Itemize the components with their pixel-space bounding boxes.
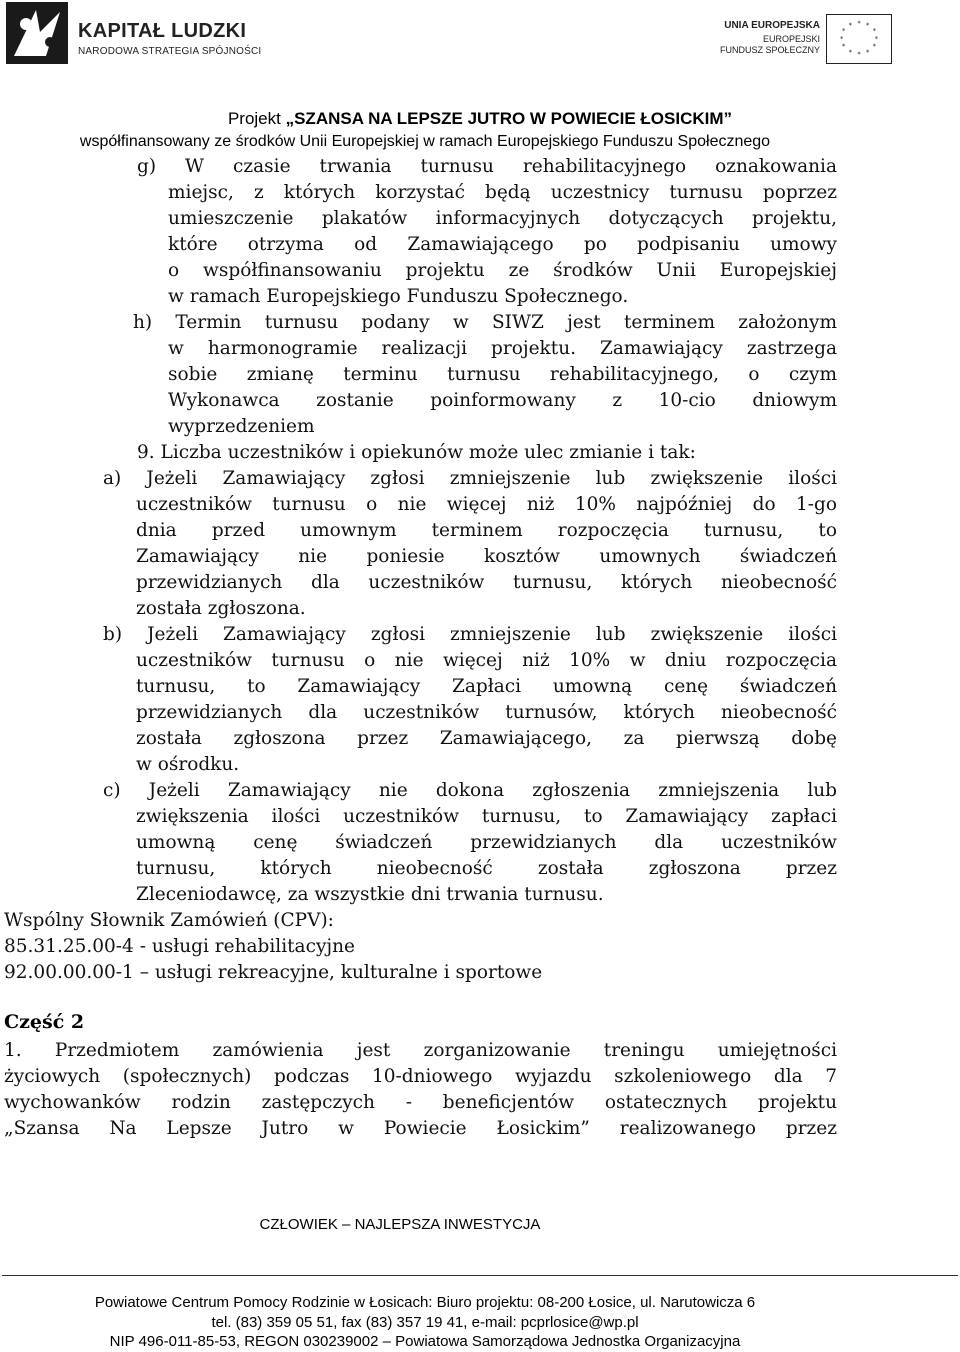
text-line: w harmonogramie realizacji projektu. Zamawiający zastrzega (168, 338, 837, 359)
footer-motto: CZŁOWIEK – NAJLEPSZA INWESTYCJA (259, 1216, 541, 1233)
text-line: Zleceniodawcę, za wszystkie dni trwania turnusu. (136, 884, 604, 905)
cofinance-note: współfinansowany ze środków Unii Europejskiej w ramach Europejskiego Funduszu Społecznego (79, 133, 771, 150)
project-name: „SZANSA NA LEPSZE JUTRO W POWIECIE ŁOSICKIM” (285, 109, 733, 128)
project-title (0, 109, 960, 129)
text-line: Wykonawca zostanie poinformowany z 10-cio dniowym (168, 390, 837, 411)
footer-contact: tel. (83) 359 05 51, fax (83) 357 19 41, e-mail: pcprlosice@wp.pl (211, 1314, 639, 1331)
text-line: uczestników turnusu o nie więcej niż 10% najpóźniej do 1-go (136, 494, 837, 515)
cpv-code: 92.00.00.00-1 – usługi rekreacyjne, kulturalne i sportowe (4, 962, 543, 983)
svg-text:*: * (840, 34, 844, 43)
text-line: zwiększenia ilości uczestników turnusu, to Zamawiający zapłaci (136, 806, 837, 827)
eu-logo-line3: FUNDUSZ SPOŁECZNY (719, 45, 820, 55)
text-line: została zgłoszona przez Zamawiającego, za pierwszą dobę (136, 728, 837, 749)
eu-flag-icon (826, 14, 892, 64)
text-line: o współfinansowaniu projektu ze środków Unii Europejskiej (168, 260, 837, 281)
cpv-code: 85.31.25.00-4 - usługi rehabilitacyjne (4, 936, 356, 957)
svg-text:*: * (841, 27, 846, 36)
text-line: „Szansa Na Lepsze Jutro w Powiecie Łosickim” realizowanego przez (4, 1118, 837, 1139)
text-line: które otrzyma od Zamawiającego po podpisaniu umowy (168, 234, 837, 255)
svg-text:*: * (865, 48, 870, 57)
text-line: życiowych (społecznych) podczas 10-dniowego wyjazdu szkoleniowego dla 7 (4, 1066, 837, 1087)
text-line: Zamawiający nie poniesie kosztów umownych świadczeń (136, 546, 837, 567)
text-line: c) Jeżeli Zamawiający nie dokona zgłoszenia zmniejszenia lub (103, 780, 837, 801)
eu-logo (712, 14, 892, 68)
text-line: umieszczenie plakatów informacyjnych dotyczących projektu, (168, 208, 837, 229)
svg-text:*: * (848, 48, 853, 57)
text-line: sobie zmianę terminu turnusu rehabilitacyjnego, o czym (168, 364, 837, 385)
footer-address: Powiatowe Centrum Pomocy Rodzinie w Łosicach: Biuro projektu: 08-200 Łosice, ul. Narutowicza 6 (94, 1294, 756, 1311)
svg-text:*: * (872, 27, 877, 36)
svg-text:*: * (841, 42, 846, 51)
svg-text:*: * (857, 50, 861, 59)
text-line: a) Jeżeli Zamawiający zgłosi zmniejszenie lub zwiększenie ilości (103, 468, 837, 489)
text-line: wychowanków rodzin zastępczych - beneficjentów ostatecznych projektu (4, 1092, 837, 1113)
text-line: uczestników turnusu o nie więcej niż 10% w dniu rozpoczęcia (136, 650, 837, 671)
kapital-ludzki-subtitle: NARODOWA STRATEGIA SPÓJNOŚCI (78, 46, 262, 57)
kapital-ludzki-title: KAPITAŁ LUDZKI (78, 20, 247, 42)
svg-text:*: * (874, 34, 878, 43)
text-line: b) Jeżeli Zamawiający zgłosi zmniejszenie lub zwiększenie ilości (103, 624, 837, 645)
svg-text:*: * (857, 19, 861, 28)
text-line: w ramach Europejskiego Funduszu Społecznego. (168, 286, 629, 307)
text-line: dnia przed umownym terminem rozpoczęcia turnusu, to (136, 520, 837, 541)
text-line: 1. Przedmiotem zamówienia jest zorganizowanie treningu umiejętności (4, 1040, 837, 1061)
text-line: umowną cenę świadczeń przewidzianych dla uczestników (136, 832, 837, 853)
text-line: miejsc, z których korzystać będą uczestnicy turnusu poprzez (168, 182, 837, 203)
project-prefix: Projekt (227, 109, 286, 128)
eu-logo-line2: EUROPEJSKI (762, 34, 820, 44)
cpv-heading: Wspólny Słownik Zamówień (CPV): (4, 910, 334, 931)
text-line: przewidzianych dla uczestników turnusu, których nieobecność (136, 572, 837, 593)
kapital-ludzki-logo (6, 2, 266, 68)
footer-registry: NIP 496-011-85-53, REGON 030239002 – Powiatowa Samorządowa Jednostka Organizacyjna (109, 1333, 741, 1350)
text-line: wyprzedzeniem (168, 416, 315, 437)
text-line: turnusu, to Zamawiający Zapłaci umowną cenę świadczeń (136, 676, 837, 697)
text-line: g) W czasie trwania turnusu rehabilitacyjnego oznakowania (137, 156, 837, 177)
part2-heading: Część 2 (4, 1011, 85, 1033)
svg-text:*: * (872, 42, 877, 51)
kapital-ludzki-emblem-icon (6, 2, 68, 64)
text-line: w ośrodku. (136, 754, 240, 775)
text-line: została zgłoszona. (136, 598, 306, 619)
footer-divider (2, 1275, 958, 1276)
eu-logo-line1: UNIA EUROPEJSKA (724, 20, 820, 31)
text-line: 9. Liczba uczestników i opiekunów może ulec zmianie i tak: (137, 442, 696, 463)
text-line: przewidzianych dla uczestników turnusów, których nieobecność (136, 702, 837, 723)
svg-text:*: * (848, 21, 853, 30)
svg-text:*: * (865, 21, 870, 30)
text-line: turnusu, których nieobecność została zgłoszona przez (136, 858, 837, 879)
text-line: h) Termin turnusu podany w SIWZ jest terminem założonym (133, 312, 837, 333)
